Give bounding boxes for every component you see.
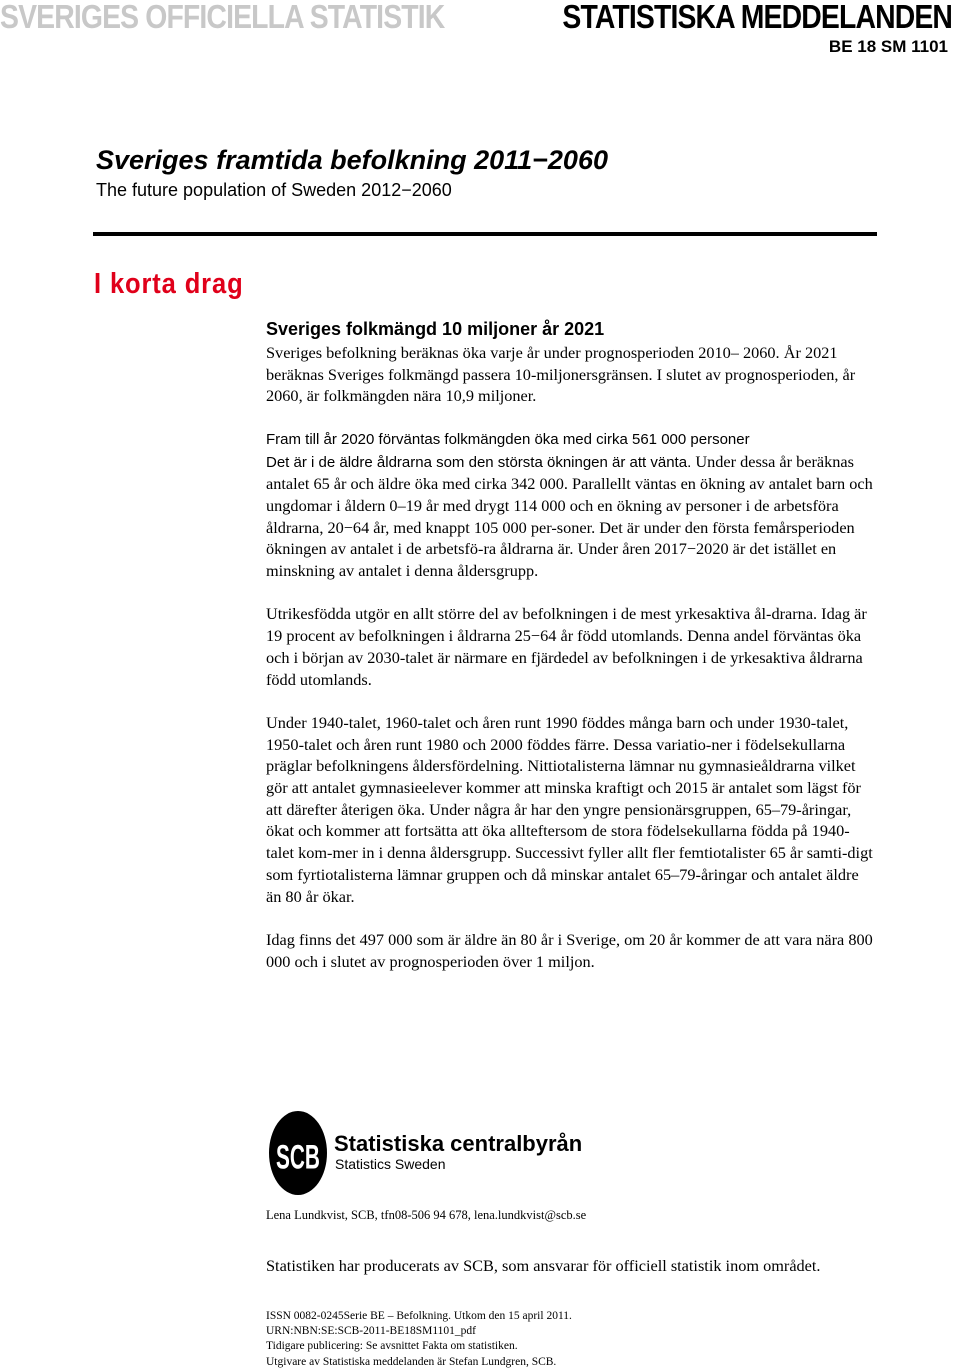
footer-urn: URN:NBN:SE:SCB-2011-BE18SM1101_pdf bbox=[266, 1325, 477, 1338]
paragraph-5: Idag finns det 497 000 som är äldre än 80 år i Sverige, om 20 år kommer de att vara nära 800 000 och i slutet av prognosperioden över 1 miljon. bbox=[266, 929, 873, 971]
title-divider bbox=[93, 232, 877, 236]
paragraph-1: Sveriges befolkning beräknas öka varje år under prognosperioden 2010– 2060. År 2021 beräknas Sveriges folkmängd passera 10-miljonersgränsen. I slutet av prognosperioden, år 2060, är folkmängden nära 10,9 miljoner. bbox=[266, 343, 856, 406]
page-title: Sveriges framtida befolkning 2011−2060 bbox=[96, 145, 608, 175]
producer-statement: Statistiken har producerats av SCB, som ansvarar för officiell statistik inom området. bbox=[266, 1256, 821, 1275]
contact-info: Lena Lundkvist, SCB, tfn08-506 94 678, lena.lundkvist@scb.se bbox=[266, 1208, 587, 1222]
summary-heading: Sveriges folkmängd 10 miljoner år 2021 bbox=[266, 319, 605, 339]
footer-publisher: Utgivare av Statistiska meddelanden är Stefan Lundgren, SCB. bbox=[266, 1355, 557, 1368]
paragraph-2 bbox=[266, 429, 876, 582]
logo-name-en: Statistics Sweden bbox=[335, 1156, 446, 1172]
section-title: I korta drag bbox=[94, 268, 244, 300]
banner-statistical-reports: STATISTISKA MEDDELANDEN bbox=[562, 0, 952, 35]
scb-logo-icon bbox=[268, 1110, 328, 1201]
logo-mark-text: SCB bbox=[276, 1138, 320, 1176]
paragraph-2-body: Under dessa år beräknas antalet 65 år och äldre öka med cirka 342 000. Parallellt väntas en ökning av antalet barn och ungdomar i åldern 0–19 år med drygt 114 000 och en ökning av personer i de arbetsföra åldrarna, 20−64 år, med knappt 105 000 per-soner. Det är under den första femårsperioden ökningen av antalet i de arbetsfö-ra åldrarna är. Under åren 2017−2020 är det istället en minskning av antalet i denna åldersgrupp. bbox=[266, 451, 873, 581]
page-subtitle: The future population of Sweden 2012−2060 bbox=[96, 180, 452, 200]
paragraph-3: Utrikesfödda utgör en allt större del av befolkningen i de mest yrkesaktiva ål-drarna. Idag är 19 procent av befolkningen i åldrarna 25−64 år född utomlands. Denna andel förväntas öka och i början av 2030-talet är närmare en fjärdedel av befolkningen i de yrkesaktiva åldrarna född utomlands. bbox=[266, 604, 867, 689]
series-id: BE 18 SM 1101 bbox=[828, 37, 948, 56]
footer-issn: ISSN 0082-0245Serie BE – Befolkning. Utkom den 15 april 2011. bbox=[266, 1310, 572, 1322]
paragraph-4: Under 1940-talet, 1960-talet och åren runt 1990 föddes många barn och under 1930-talet, 1950-talet och åren runt 1980 och 2000 föddes färre. Dessa variatio-ner i födelsekullarna präglar befolkningens åldersfördelning. Nittiotalisterna lämnar nu gymnasieåldrarna vilket gör att antalet gymnasieelever kommer att minska kraftigt och 2015 är antalet som lägst för att därefter återigen öka. Under några år har den yngre pensionärsgruppen, 65–79-åringar, ökat och kommer att fortsätta att öka allteftersom de stora födelsekullarna födda på 1940-talet kom-mer in i denna åldersgrupp. Successivt fyller allt fler femtiotalister 65 år samti-digt som fyrtiotalisterna lämnar gruppen och då minskar antalet 65–79-åringar och antalet äldre än 80 år ökar. bbox=[266, 712, 873, 906]
footer-previous: Tidigare publicering: Se avsnittet Fakta om statistiken. bbox=[266, 1340, 518, 1353]
paragraph-2-lead2: Det är i de äldre åldrarna som den största ökningen är att vänta. bbox=[266, 453, 692, 471]
banner-official-statistics: SVERIGES OFFICIELLA STATISTIK bbox=[0, 0, 445, 35]
summary-content bbox=[266, 316, 876, 994]
footer bbox=[266, 1309, 572, 1370]
paragraph-2-lead: Fram till år 2020 förväntas folkmängden öka med cirka 561 000 personer bbox=[266, 430, 750, 448]
logo-name: Statistiska centralbyrån bbox=[334, 1131, 583, 1156]
